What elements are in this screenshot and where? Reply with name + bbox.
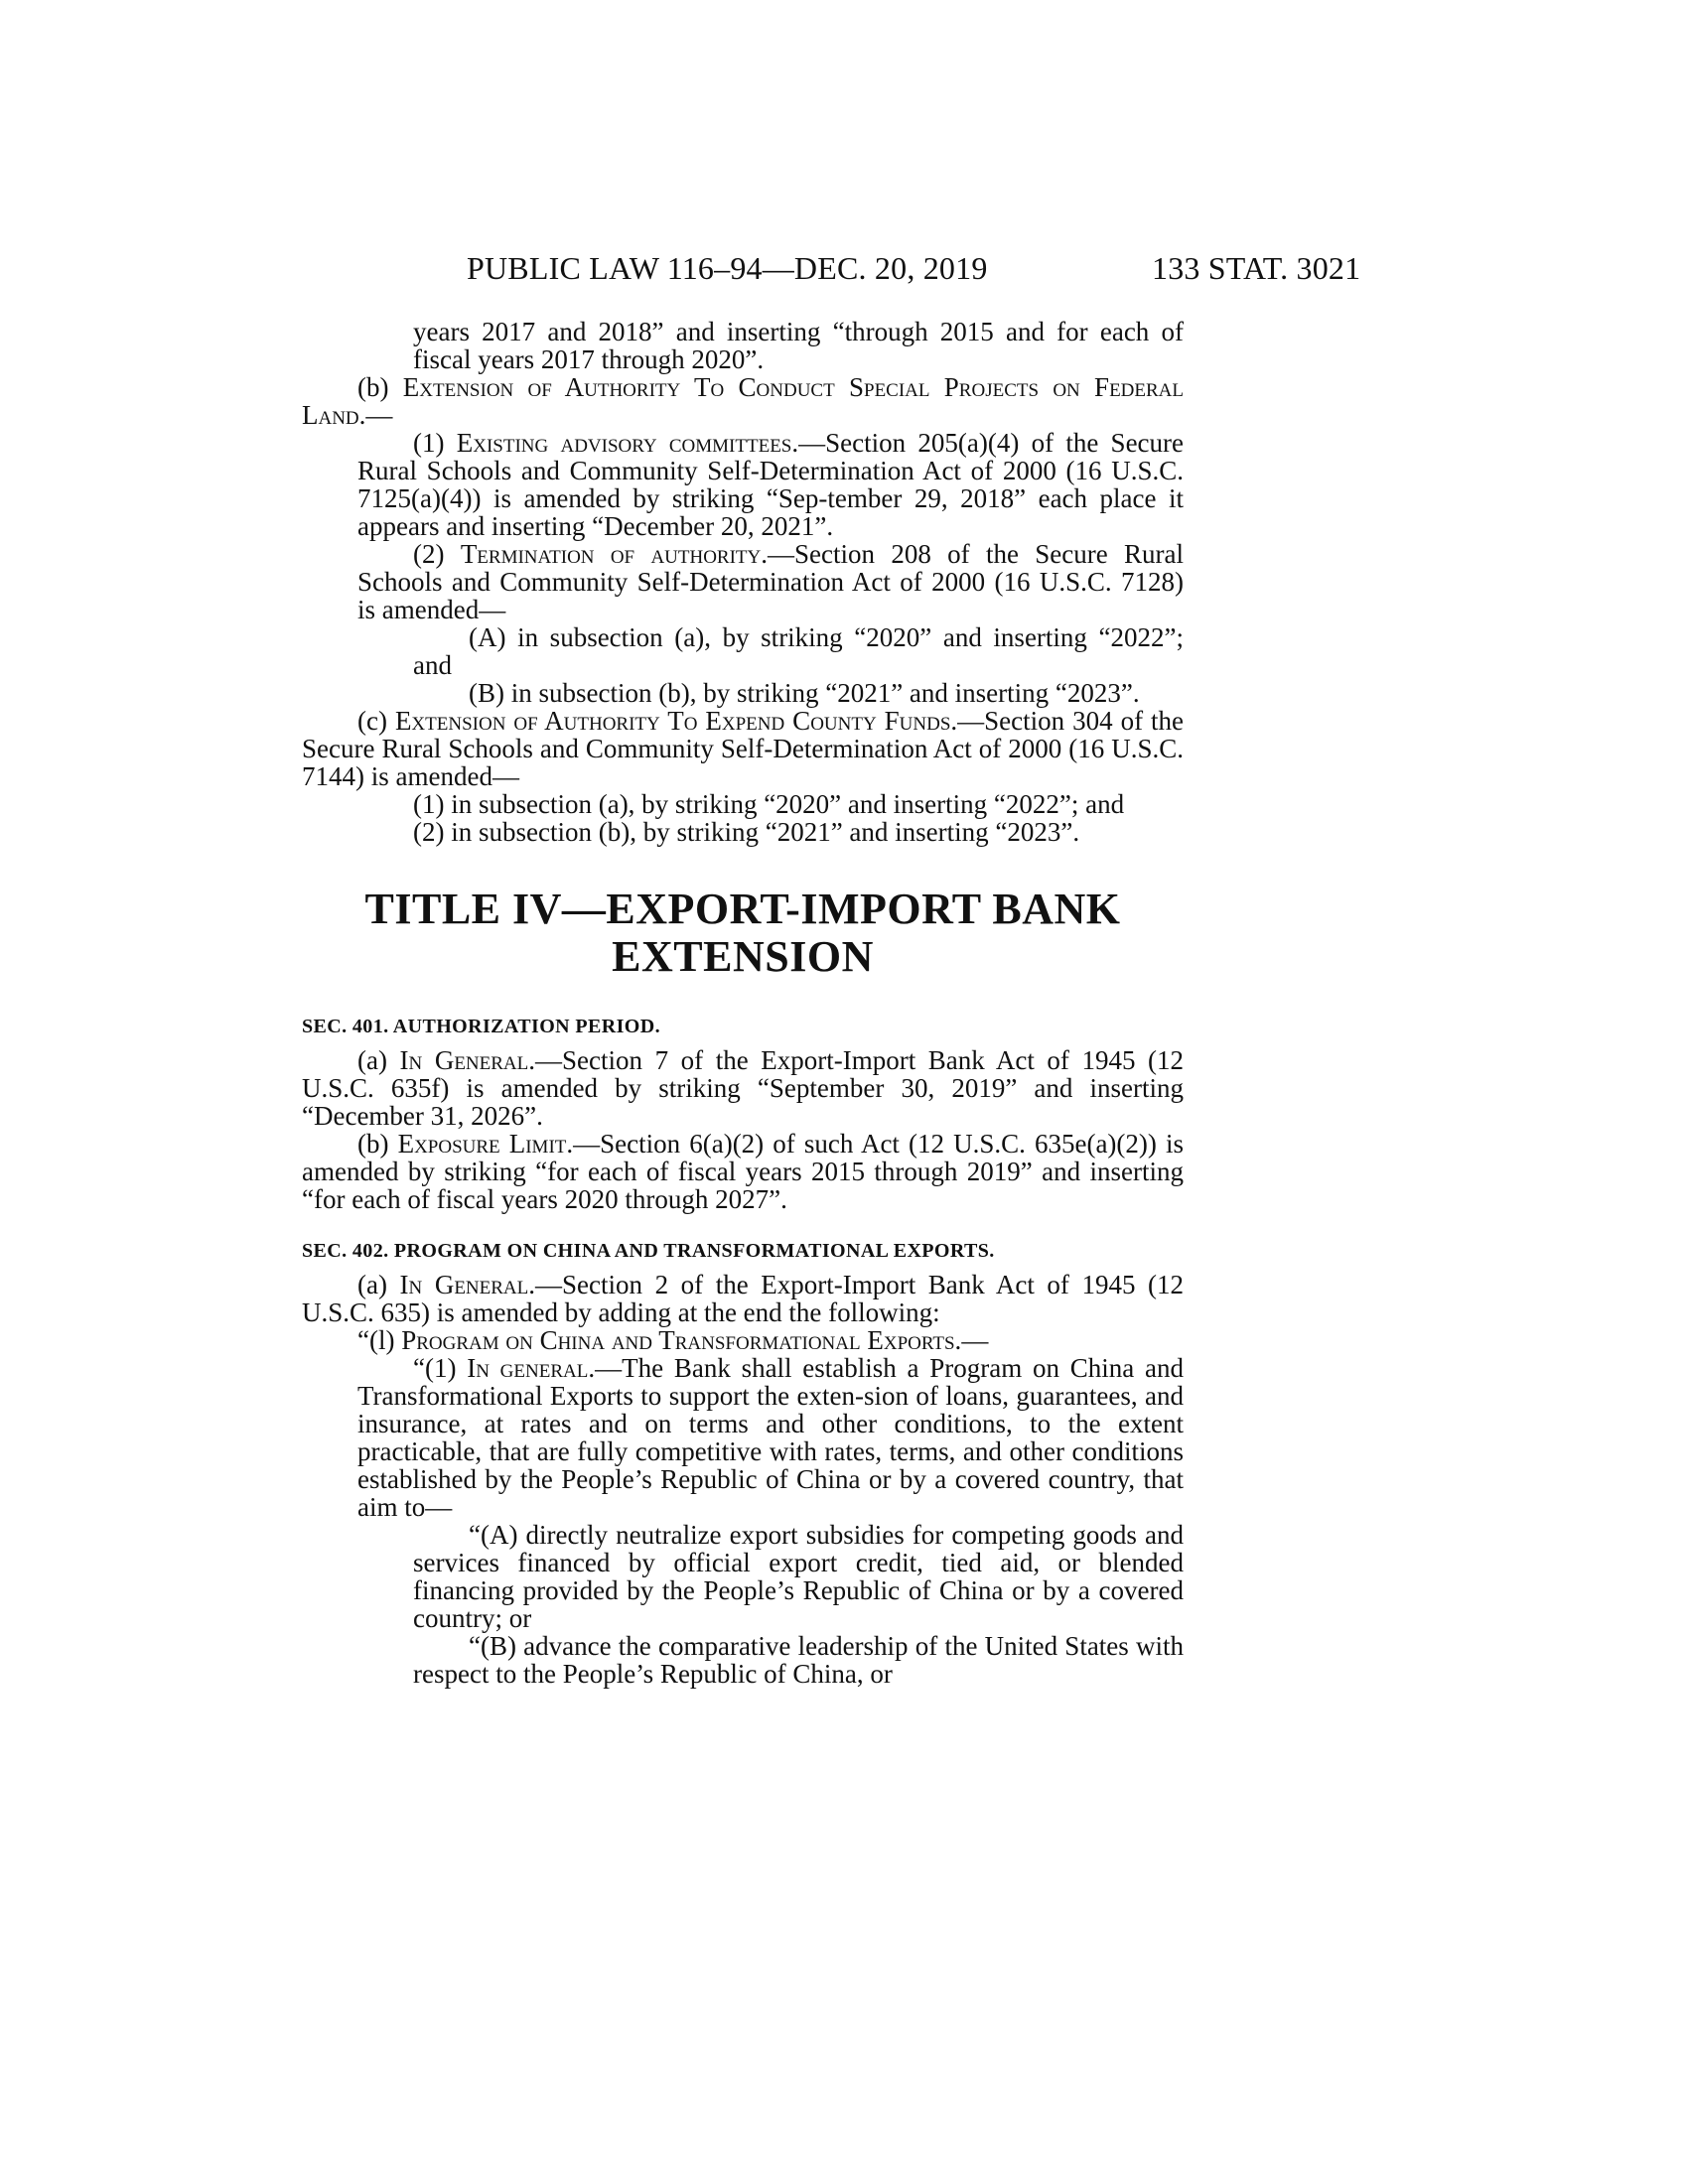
title-line-2: EXTENSION — [612, 932, 874, 981]
paragraph-heading: In general. — [467, 1353, 596, 1383]
sec401-paragraph-b: (b) Exposure Limit.—Section 6(a)(2) of such Act (12 U.S.C. 635e(a)(2)) is amended by striking “for each of fiscal years 2015 through 2019” and inserting “for each of fiscal years 2020 through 2027”. — [302, 1129, 1184, 1214]
clause-c2: (2) in subsection (b), by striking “2021” and inserting “2023”. — [413, 817, 1080, 847]
paragraph-b1-advisory-committees: (1) Existing advisory committees.—Section 205(a)(4) of the Secure Rural Schools and Community Self-Determination Act of 2000 (16 U.S.C. 7125(a)(4)) is amended by striking “Sep-tember 29, 2018” each place it appears and inserting “December 20, 2021”. — [357, 428, 1185, 541]
subsection-heading: In General. — [399, 1045, 536, 1075]
sec402-paragraph-a: (a) In General.—Section 2 of the Export-Import Bank Act of 1945 (12 U.S.C. 635) is amended by adding at the end the following: — [302, 1270, 1184, 1327]
sec402-clause-B: “(B) advance the comparative leadership of the United States with respect to the People’s Republic of China, or — [413, 1631, 1184, 1689]
paragraph-heading: Existing advisory committees. — [456, 428, 799, 458]
title-line-1: TITLE IV—EXPORT-IMPORT BANK — [364, 885, 1121, 933]
title-heading — [302, 886, 1184, 981]
subsection-heading: Extension of Authority To Expend County Funds. — [394, 706, 958, 736]
paragraph-heading: Termination of authority. — [460, 539, 769, 569]
subsection-heading: Program on China and Transformational Exports. — [401, 1325, 962, 1355]
paragraph-b2-termination: (2) Termination of authority.—Section 208 of the Secure Rural Schools and Community Self-Determination Act of 2000 (16 U.S.C. 7128) is amended— — [357, 539, 1185, 624]
sec402-subsection-l: “(l) Program on China and Transformational Exports.— — [357, 1325, 989, 1355]
clause-b2A: (A) in subsection (a), by striking “2020” and inserting “2022”; and — [413, 622, 1184, 680]
subsection-heading: Extension of Authority To Conduct Special Projects on Federal Land. — [302, 372, 1184, 430]
paragraph-b-special-projects: (b) Extension of Authority To Conduct Special Projects on Federal Land.— — [302, 372, 1184, 430]
section-402-heading: SEC. 402. PROGRAM ON CHINA AND TRANSFORMATIONAL EXPORTS. — [302, 1240, 995, 1262]
subsection-heading: Exposure Limit. — [397, 1129, 574, 1159]
running-header-page-number: 133 STAT. 3021 — [1152, 250, 1361, 286]
paragraph-continuation: years 2017 and 2018” and inserting “through 2015 and for each of fiscal years 2017 through 2020”. — [413, 317, 1184, 374]
section-401-heading: SEC. 401. AUTHORIZATION PERIOD. — [302, 1016, 660, 1037]
paragraph-c-county-funds: (c) Extension of Authority To Expend County Funds.—Section 304 of the Secure Rural Schools and Community Self-Determination Act of 2000 (16 U.S.C. 7144) is amended— — [302, 706, 1185, 791]
subsection-label: (b) — [357, 372, 403, 402]
running-header-title: PUBLIC LAW 116–94—DEC. 20, 2019 — [467, 250, 988, 286]
document-body — [302, 318, 1184, 1688]
clause-b2B: (B) in subsection (b), by striking “2021” and inserting “2023”. — [469, 678, 1140, 708]
sec402-clause-A: “(A) directly neutralize export subsidies for competing goods and services financed by official export credit, tied aid, or blended financing provided by the People’s Republic of China or by a covered country; or — [413, 1520, 1184, 1633]
sec402-paragraph-l1: “(1) In general.—The Bank shall establish a Program on China and Transformational Exports to support the exten-sion of loans, guarantees, and insurance, at rates and on terms and other conditions, to the extent practicable, that are fully competitive with rates, terms, and other conditions established by the People’s Republic of China or by a covered country, that aim to— — [357, 1353, 1184, 1522]
subsection-heading: In General. — [399, 1270, 536, 1299]
sec401-paragraph-a: (a) In General.—Section 7 of the Export-Import Bank Act of 1945 (12 U.S.C. 635f) is amended by striking “September 30, 2019” and inserting “December 31, 2026”. — [302, 1045, 1184, 1131]
clause-c1: (1) in subsection (a), by striking “2020” and inserting “2022”; and — [413, 789, 1125, 819]
